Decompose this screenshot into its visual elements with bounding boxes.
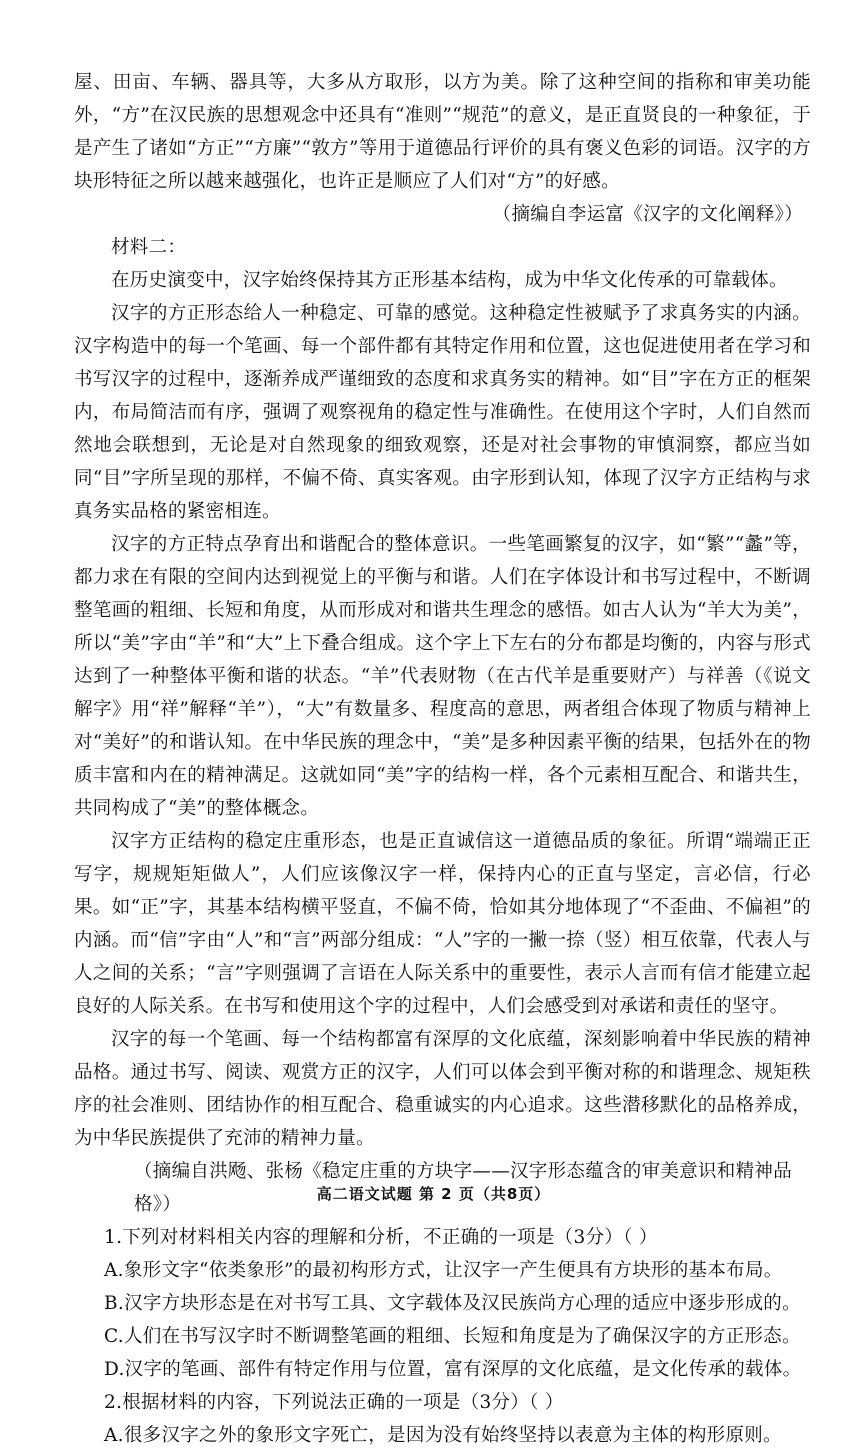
material2-paragraph-2: 汉字的方正形态给人一种稳定、可靠的感觉。这种稳定性被赋予了求真务实的内涵。汉字构造中的每一个笔画、每一个部件都有其特定作用和位置，这也促进使用者在学习和书写汉字的过程中，逐渐养成严谨细致的态度和求真务实的精神。如“目”字在方正的框架内，布局简洁而有序，强调了观察视角的稳定性与准确性。在使用这个字时，人们自然而然地会联想到，无论是对自然现象的细致观察，还是对社会事物的审慎洞察，都应当如同“目”字所呈现的那样，不偏不倚、真实客观。由字形到认知，体现了汉字方正结构与求真务实品格的紧密相连。 <box>74 303 811 522</box>
page-footer: 高二语文试题 第 2 页（共8页） <box>316 1185 551 1203</box>
material1-continued-paragraph: 屋、田亩、车辆、器具等，大多从方取形，以方为美。除了这种空间的指称和审美功能外，“方”在汉民族的思想观念中还具有“准则”“规范”的意义，是正直贤良的一种象征，于是产生了诸如“方正”“方廉”“敦方”等用于道德品行评价的具有褒义色彩的词语。汉字的方块形特征之所以越来越强化，也许正是顺应了人们对“方”的好感。 <box>74 72 811 192</box>
question-1-option-a: A.象形文字“依类象形”的最初构形方式，让汉字一产生便具有方块形的基本布局。 <box>104 1260 783 1281</box>
material2-paragraph-5: 汉字的每一个笔画、每一个结构都富有深厚的文化底蕴，深刻影响着中华民族的精神品格。通过书写、阅读、观赏方正的汉字，人们可以体会到平衡对称的和谐理念、规矩秩序的社会准则、团结协作的相互配合、稳重诚实的内心追求。这些潜移默化的品格养成，为中华民族提供了充沛的精神力量。 <box>74 1029 811 1149</box>
question-2-option-a: A.很多汉字之外的象形文字死亡，是因为没有始终坚持以表意为主体的构形原则。 <box>104 1425 782 1446</box>
material2-paragraph-4: 汉字方正结构的稳定庄重形态，也是正直诚信这一道德品质的象征。所谓“端端正正写字，规规矩矩做人”，人们应该像汉字一样，保持内心的正直与坚定，言必信，行必果。如“正”字，其基本结构横平竖直，不偏不倚，恰如其分地体现了“不歪曲、不偏袒”的内涵。而“信”字由“人”和“言”两部分组成：“人”字的一撇一捺（竖）相互依靠，代表人与人之间的关系；“言”字则强调了言语在人际关系中的重要性，表示人言而有信才能建立起良好的人际关系。在书写和使用这个字的过程中，人们会感受到对承诺和责任的坚守。 <box>74 831 811 1017</box>
question-2-stem: 2.根据材料的内容，下列说法正确的一项是（3分）（ ） <box>104 1392 564 1413</box>
question-1-option-b: B.汉字方块形态是在对书写工具、文字载体及汉民族尚方心理的适应中逐步形成的。 <box>104 1293 801 1314</box>
question-1-option-d: D.汉字的笔画、部件有特定作用与位置，富有深厚的文化底蕴，是文化传承的载体。 <box>104 1359 802 1380</box>
material2-heading: 材料二： <box>111 237 187 258</box>
material2-paragraph-3: 汉字的方正特点孕育出和谐配合的整体意识。一些笔画繁复的汉字，如“繁”“蠡”等，都力求在有限的空间内达到视觉上的平衡与和谐。人们在字体设计和书写过程中，不断调整笔画的粗细、长短和角度，从而形成对和谐共生理念的感悟。如古人认为“羊大为美”，所以“美”字由“羊”和“大”上下叠合组成。这个字上下左右的分布都是均衡的，内容与形式达到了一种整体平衡和谐的状态。“羊”代表财物（在古代羊是重要财产）与祥善（《说文解字》用“祥”解释“羊”），“大”有数量多、程度高的意思，两者组合体现了物质与精神上对“美好”的和谐认知。在中华民族的理念中，“美”是多种因素平衡的结果，包括外在的物质丰富和内在的精神满足。这就如同“美”字的结构一样，各个元素相互配合、和谐共生，共同构成了“美”的整体概念。 <box>74 534 811 819</box>
question-1-option-c: C.人们在书写汉字时不断调整笔画的粗细、长短和角度是为了确保汉字的方正形态。 <box>104 1326 801 1347</box>
question-1-stem: 1.下列对材料相关内容的理解和分析，不正确的一项是（3分）（ ） <box>104 1227 658 1248</box>
material2-paragraph-1: 在历史演变中，汉字始终保持其方正形基本结构，成为中华文化传承的可靠载体。 <box>111 270 788 291</box>
material2-source: （摘编自洪飏、张杨《稳定庄重的方块字——汉字形态蕴含的审美意识和精神品格》） <box>134 1161 793 1215</box>
material1-source: （摘编自李运富《汉字的文化阐释》） <box>492 204 803 225</box>
